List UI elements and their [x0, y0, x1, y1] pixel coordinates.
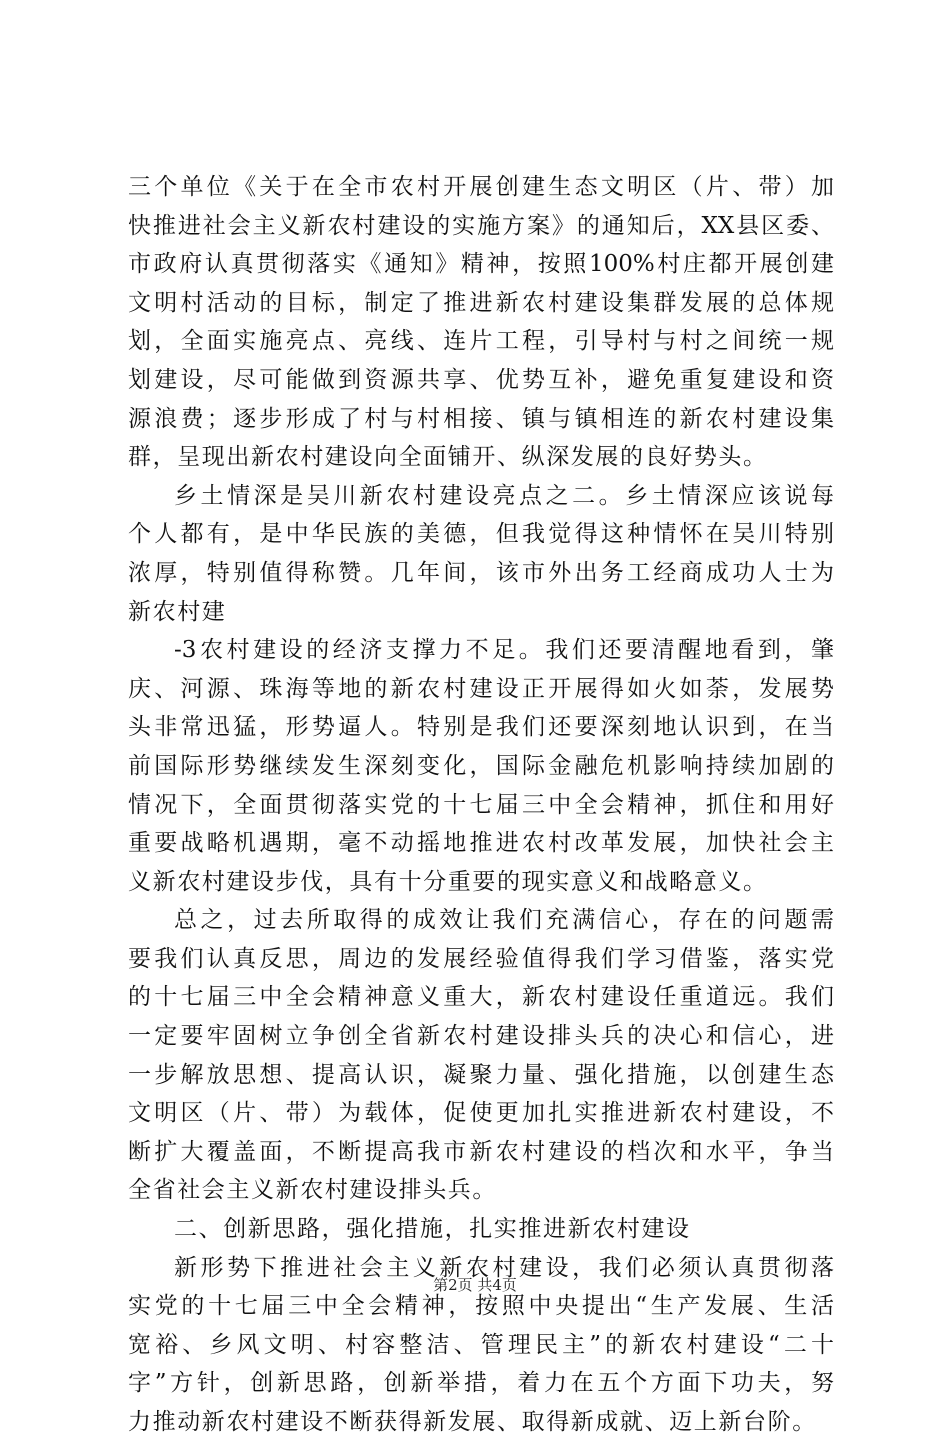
page-footer: 第2页 共4页	[433, 1276, 517, 1294]
text-line: 市政府认真贯彻落实《通知》精神，按照100%村庄都开展创建	[128, 251, 834, 278]
text-line: 三个单位《关于在全市农村开展创建生态文明区（片、带）加	[128, 174, 834, 200]
text-line: 乡土情深是吴川新农村建设亮点之二。乡土情深应该说每	[174, 482, 834, 509]
text-line: -3农村建设的经济支撑力不足。我们还要清醒地看到，肇	[174, 637, 834, 664]
text-line: 文明村活动的目标，制定了推进新农村建设集群发展的总体规	[128, 289, 834, 316]
document-body	[128, 168, 834, 1442]
text-line: 新形势下推进社会主义新农村建设，我们必须认真贯彻落	[174, 1254, 834, 1281]
text-line: 义新农村建设步伐，具有十分重要的现实意义和战略意义。	[128, 868, 768, 895]
text-line: 群，呈现出新农村建设向全面铺开、纵深发展的良好势头。	[128, 444, 768, 471]
text-line: 新农村建	[128, 598, 227, 625]
text-line: 字”方针，创新思路，创新举措，着力在五个方面下功夫，努	[128, 1370, 834, 1397]
text-line: 庆、河源、珠海等地的新农村建设正开展得如火如荼，发展势	[128, 675, 834, 702]
text-line: 前国际形势继续发生深刻变化，国际金融危机影响持续加剧的	[128, 752, 834, 779]
text-line: 断扩大覆盖面，不断提高我市新农村建设的档次和水平，争当	[128, 1138, 834, 1165]
text-line: 总之，过去所取得的成效让我们充满信心，存在的问题需	[174, 907, 834, 934]
text-line: 划，全面实施亮点、亮线、连片工程，引导村与村之间统一规	[128, 328, 834, 355]
text-line: 重要战略机遇期，毫不动摇地推进农村改革发展，加快社会主	[128, 830, 834, 857]
text-line: 实党的十七届三中全会精神，按照中央提出“生产发展、生活	[128, 1293, 834, 1320]
text-line: 力推动新农村建设不断获得新发展、取得新成就、迈上新台阶。	[128, 1409, 817, 1435]
text-line: 二、创新思路，强化措施，扎实推进新农村建设	[174, 1216, 691, 1243]
text-line: 一步解放思想、提高认识，凝聚力量、强化措施，以创建生态	[128, 1061, 834, 1088]
text-line: 要我们认真反思，周边的发展经验值得我们学习借鉴，落实党	[128, 945, 834, 972]
text-line: 一定要牢固树立争创全省新农村建设排头兵的决心和信心，进	[128, 1023, 834, 1050]
text-line: 文明区（片、带）为载体，促使更加扎实推进新农村建设，不	[128, 1100, 834, 1127]
text-line: 浓厚，特别值得称赞。几年间，该市外出务工经商成功人士为	[128, 559, 834, 586]
text-line: 情况下，全面贯彻落实党的十七届三中全会精神，抓住和用好	[128, 791, 834, 818]
text-line: 快推进社会主义新农村建设的实施方案》的通知后，XX县区委、	[128, 212, 834, 239]
text-line: 个人都有，是中华民族的美德，但我觉得这种情怀在吴川特别	[128, 521, 834, 548]
text-line: 宽裕、乡风文明、村容整洁、管理民主”的新农村建设“二十	[128, 1331, 834, 1358]
text-line: 源浪费；逐步形成了村与村相接、镇与镇相连的新农村建设集	[128, 405, 834, 432]
text-line: 全省社会主义新农村建设排头兵。	[128, 1177, 497, 1204]
text-line: 头非常迅猛，形势逼人。特别是我们还要深刻地认识到，在当	[128, 714, 834, 741]
text-line: 划建设，尽可能做到资源共享、优势互补，避免重复建设和资	[128, 366, 834, 393]
text-line: 的十七届三中全会精神意义重大，新农村建设任重道远。我们	[128, 984, 834, 1011]
